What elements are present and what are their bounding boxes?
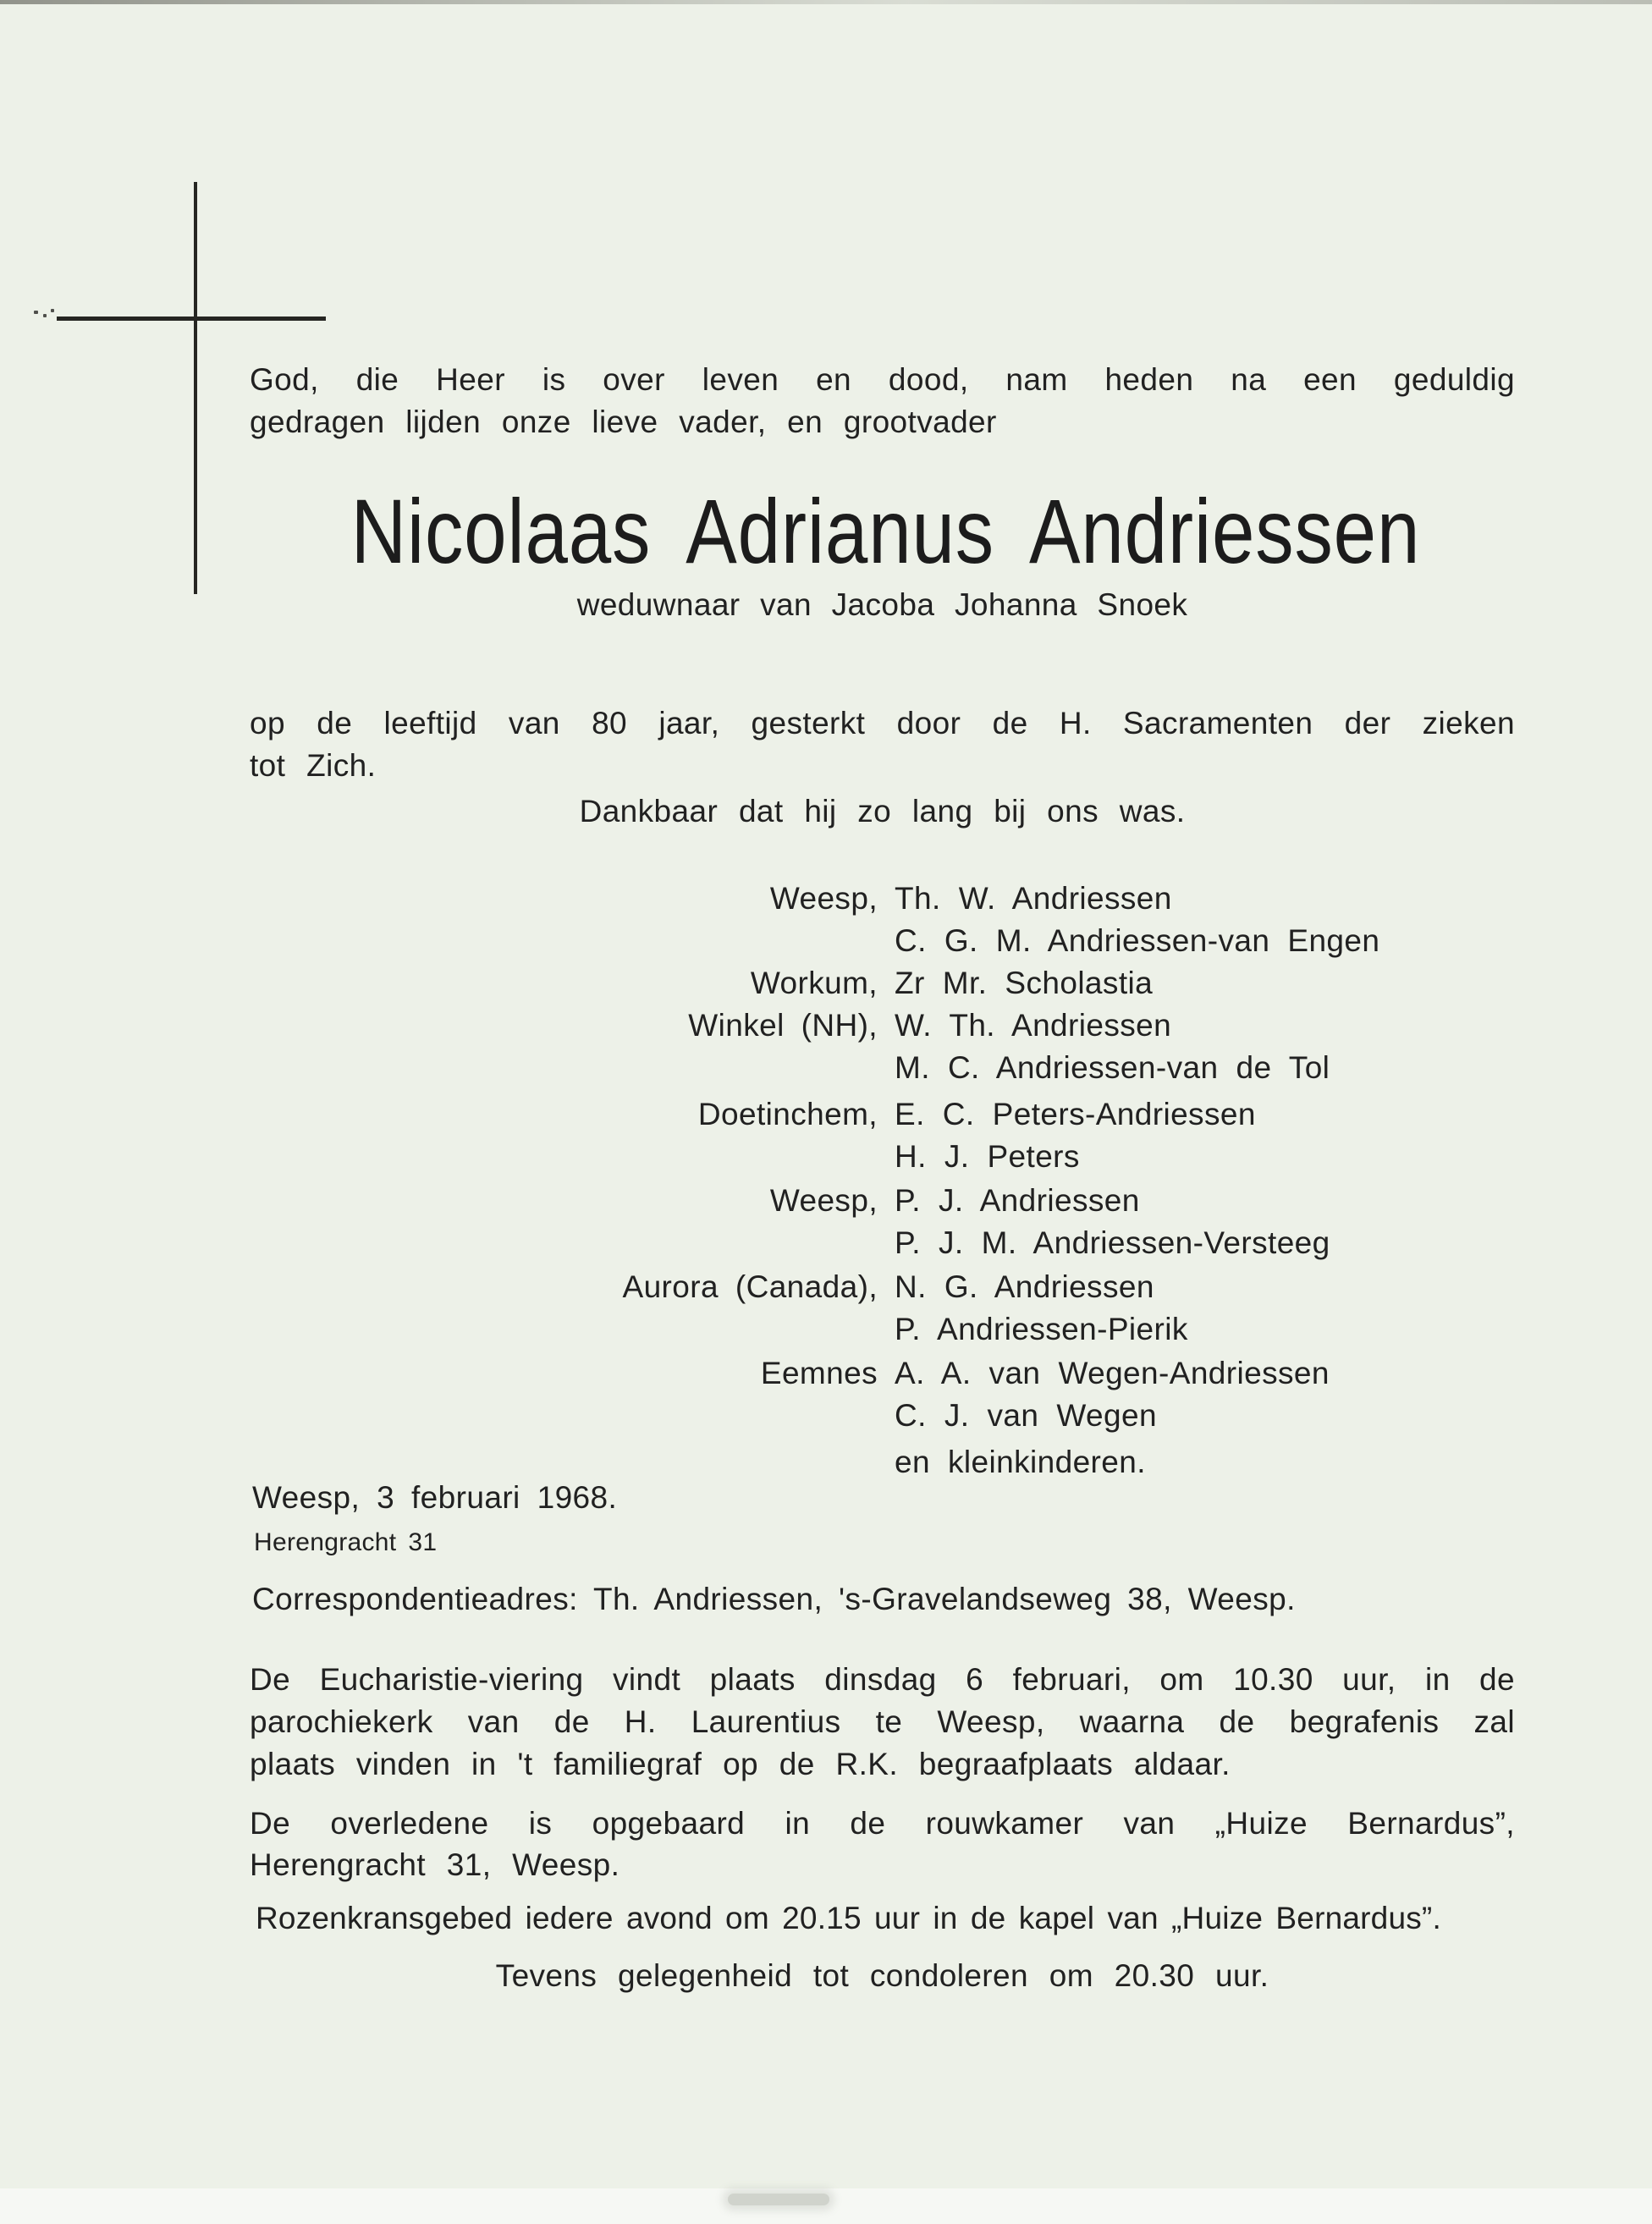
family-row <box>0 1308 1652 1351</box>
family-place: Eemnes <box>760 1356 878 1390</box>
family-name: H. J. Peters <box>895 1139 1080 1174</box>
scan-artifact-speck <box>43 314 47 317</box>
widower-subtitle: weduwnaar van Jacoba Johanna Snoek <box>576 587 1188 622</box>
family-place: Weesp, <box>769 881 878 916</box>
family-name: C. G. M. Andriessen-van Engen <box>895 923 1380 958</box>
family-row <box>0 1093 1652 1136</box>
age-line: op de leeftijd van 80 jaar, gesterkt door de H. Sacramenten der zieken <box>250 706 1515 740</box>
family-row <box>0 1180 1652 1222</box>
family-place: Aurora (Canada), <box>622 1269 878 1304</box>
service-line: De Eucharistie-viering vindt plaats dinsdag 6 februari, om 10.30 uur, in de <box>250 1662 1515 1697</box>
age-line: tot Zich. <box>250 748 377 783</box>
scan-artifact-top-edge <box>0 0 1652 4</box>
address-line: Herengracht 31 <box>254 1528 438 1556</box>
deceased-name: Nicolaas Adrianus Andriessen <box>350 480 1421 582</box>
correspondence-line: Correspondentieadres: Th. Andriessen, 's-Gravelandseweg 38, Weesp. <box>252 1582 1296 1616</box>
family-name: C. J. van Wegen <box>895 1398 1157 1433</box>
rosary-line: Rozenkransgebed iedere avond om 20.15 uur in de kapel van „Huize Bernardus”. <box>256 1901 1441 1935</box>
family-name: P. J. Andriessen <box>895 1183 1140 1218</box>
family-name: W. Th. Andriessen <box>895 1008 1172 1043</box>
viewing-line: Herengracht 31, Weesp. <box>250 1847 620 1882</box>
viewing-line: De overledene is opgebaard in de rouwkamer van „Huize Bernardus”, <box>250 1806 1515 1841</box>
intro-line: God, die Heer is over leven en dood, nam heden na een geduldig <box>250 362 1515 397</box>
family-name: Th. W. Andriessen <box>895 881 1172 916</box>
intro-line: gedragen lijden onze lieve vader, en grootvader <box>250 405 997 439</box>
family-place: Workum, <box>750 966 878 1000</box>
scan-artifact-speck <box>51 309 54 312</box>
family-row <box>0 920 1652 962</box>
service-line: plaats vinden in 't familiegraf op de R.K. begraafplaats aldaar. <box>250 1747 1231 1781</box>
family-place: Weesp, <box>769 1183 878 1218</box>
family-name: P. Andriessen-Pierik <box>895 1312 1188 1346</box>
family-name: E. C. Peters-Andriessen <box>895 1097 1256 1131</box>
service-line: parochiekerk van de H. Laurentius te Weesp, waarna de begrafenis zal <box>250 1704 1515 1739</box>
family-row <box>0 1047 1652 1089</box>
condolence-line: Tevens gelegenheid tot condoleren om 20.30 uur. <box>495 1958 1269 1993</box>
service-paragraph <box>250 1659 1515 1786</box>
family-name: en kleinkinderen. <box>895 1445 1146 1479</box>
family-name: P. J. M. Andriessen-Versteeg <box>895 1225 1330 1260</box>
family-place: Doetinchem, <box>697 1097 878 1131</box>
family-row <box>0 1352 1652 1395</box>
family-place: Winkel (NH), <box>688 1008 878 1043</box>
family-row <box>0 962 1652 1005</box>
family-row <box>0 1441 1652 1484</box>
scan-artifact-smudge <box>728 2194 829 2205</box>
family-row <box>0 1136 1652 1178</box>
family-name: A. A. van Wegen-Andriessen <box>895 1356 1330 1390</box>
age-paragraph <box>250 702 1515 787</box>
scan-artifact-speck <box>34 311 38 314</box>
family-row <box>0 1005 1652 1047</box>
family-row <box>0 1395 1652 1437</box>
cross-horizontal-bar <box>57 317 326 321</box>
cross-vertical-bar <box>194 182 197 594</box>
viewing-paragraph <box>250 1803 1515 1885</box>
family-row <box>0 878 1652 920</box>
family-row <box>0 1222 1652 1264</box>
date-line: Weesp, 3 februari 1968. <box>252 1480 618 1515</box>
family-name: M. C. Andriessen-van de Tol <box>895 1050 1330 1085</box>
intro-paragraph <box>250 359 1515 443</box>
family-name: N. G. Andriessen <box>895 1269 1154 1304</box>
family-row <box>0 1266 1652 1308</box>
family-name: Zr Mr. Scholastia <box>895 966 1154 1000</box>
gratitude-line: Dankbaar dat hij zo lang bij ons was. <box>579 794 1186 828</box>
